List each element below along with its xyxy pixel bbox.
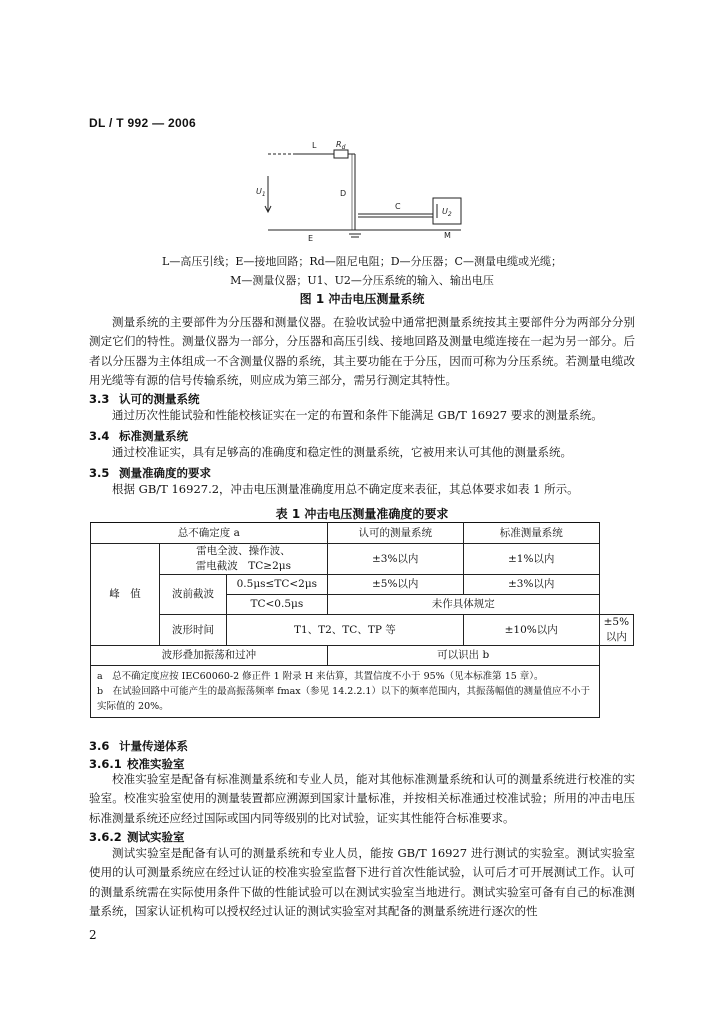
section-3-6-2-text: 测试实验室是配备有认可的测量系统和专业人员，能按 GB/T 16927 进行测试的实验室。测试实验室使用的认可测量系统应在经过认证的校准实验室监督下进行首次性能试验，认可后才可开展测试工作。认可的测量系统需在实际使用条件下做的性能试验可以在测试实验室当地进行。测试实验室可备有自己的标准测量系统，国家认证机构可以授权经过认证的测试实验室对其配备的测量系统进行逐次的性 <box>89 846 635 919</box>
label-U1-sub: 1 <box>261 191 266 198</box>
label-U2: U <box>442 207 448 216</box>
svg-text:U2 <box>442 207 452 218</box>
note-a: a 总不确定度应按 IEC60060-2 修正件 1 附录 H 来估算，其置信度不小于 95%（见本标准第 15 章）。 <box>97 671 544 682</box>
table-header-approved: 认可的测量系统 <box>327 523 463 544</box>
table-header-standard: 标准测量系统 <box>463 523 599 544</box>
r2-condition: 0.5μs≤TC<2μs <box>227 575 328 595</box>
label-D: D <box>340 189 347 198</box>
section-3-5-heading: 3.5 测量准确度的要求 <box>89 466 211 480</box>
label-U1: U <box>256 187 262 196</box>
r4-standard: ±5%以内 <box>599 615 633 646</box>
r2-approved: ±5%以内 <box>327 575 463 595</box>
svg-text:Rd <box>336 140 346 151</box>
r5-value: 可以识出 b <box>327 646 599 666</box>
svg-text:U1 <box>256 187 266 198</box>
table-title: 表 1 冲击电压测量准确度的要求 <box>275 507 449 521</box>
circuit-diagram <box>248 138 478 246</box>
row-label-oscillation: 波形叠加振荡和过冲 <box>91 646 328 666</box>
section-3-3-heading: 3.3 认可的测量系统 <box>89 392 200 406</box>
r2-standard: ±3%以内 <box>463 575 599 595</box>
row-label-peak: 峰 值 <box>91 544 160 646</box>
label-E: E <box>308 234 314 243</box>
r3-condition: TC<0.5μs <box>227 595 328 615</box>
page-number: 2 <box>89 928 97 942</box>
section-3-3-text: 通过历次性能试验和性能校核证实在一定的布置和条件下能满足 GB/T 16927 要求的测量系统。 <box>112 408 603 422</box>
row-label-front-chopped: 波前截波 <box>160 575 227 615</box>
r4-approved: ±10%以内 <box>463 615 599 646</box>
r4-params: T1、T2、TC、TP 等 <box>227 615 464 646</box>
row-label-waveform-time: 波形时间 <box>160 615 227 646</box>
paragraph-measurement-system: 测量系统的主要部件为分压器和测量仪器。在验收试验中通常把测量系统按其主要部件分为两部分分别测定它们的特性。测量仪器为一部分，分压器和高压引线、接地回路及测量电缆连接在一起为另一部分。后者以分压器为主体组成一不含测量仪器的系统，其主要功能在于分压，因而可称为分压系统。若测量电缆改用光缆等有源的信号传输系统，则应成为第三部分，需另行测定其特性。 <box>89 315 635 388</box>
section-3-6-1-heading: 3.6.1 校准实验室 <box>89 757 185 771</box>
section-3-6-2-heading: 3.6.2 测试实验室 <box>89 830 185 844</box>
table-header-uncertainty: 总不确定度 a <box>91 523 328 544</box>
figure-caption-line2: M—测量仪器；U1、U2—分压系统的输入、输出电压 <box>230 274 494 287</box>
figure-caption-line1: L—高压引线；E—接地回路；Rd—阻尼电阻；D—分压器；C—测量电缆或光缆； <box>162 255 562 268</box>
r3-value: 未作具体规定 <box>327 595 599 615</box>
document-code: DL / T 992 — 2006 <box>89 116 196 130</box>
label-U2-sub: 2 <box>447 211 452 218</box>
figure-title: 图 1 冲击电压测量系统 <box>299 292 425 306</box>
r1-approved: ±3%以内 <box>327 544 463 575</box>
section-3-6-1-text: 校准实验室是配备有标准测量系统和专业人员，能对其他标准测量系统和认可的测量系统进行校准的实验室。校准实验室使用的测量装置都应溯源到国家计量标准，并按相关标准通过校准试验；所用的冲击电压标准测量系统还应经过国际或国内同等级别的比对试验，证实其性能符合标准要求。 <box>89 772 635 825</box>
table-notes <box>91 666 600 718</box>
section-3-5-text: 根据 GB/T 16927.2，冲击电压测量准确度用总不确定度来表征，其总体要求如表 1 所示。 <box>112 482 579 496</box>
section-3-6-heading: 3.6 计量传递体系 <box>89 739 188 753</box>
section-3-4-heading: 3.4 标准测量系统 <box>89 429 188 443</box>
note-b: b 在试验回路中可能产生的最高振荡频率 fmax（参见 14.2.2.1）以下的频率范围内，其振荡幅值的测量值应不小于实际值的 20%。 <box>97 686 590 712</box>
label-M: M <box>444 231 451 240</box>
section-3-4-text: 通过校准证实，具有足够高的准确度和稳定性的测量系统，它被用来认可其他的测量系统。 <box>112 445 572 459</box>
label-L: L <box>312 141 317 150</box>
accuracy-table <box>90 522 634 718</box>
label-Rd-sub: d <box>341 144 346 151</box>
label-C: C <box>395 202 401 211</box>
r1-standard: ±1%以内 <box>463 544 599 575</box>
label-Rd: R <box>336 140 342 149</box>
row-label-lightning: 雷电全波、操作波、 雷电截波 TC≥2μs <box>160 544 328 575</box>
